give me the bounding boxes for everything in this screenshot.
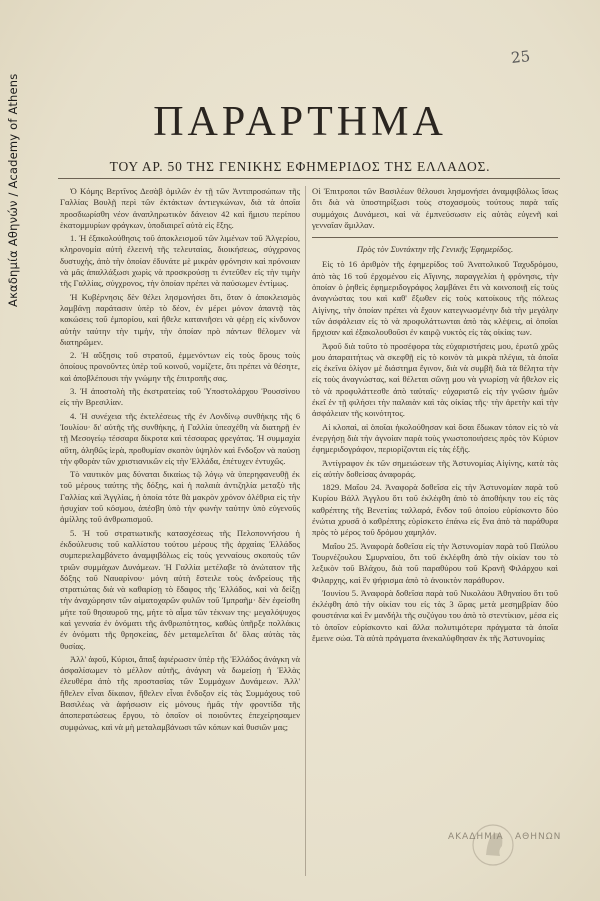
- academy-watermark-icon: [438, 820, 548, 870]
- paragraph: Μαΐου 25. Ἀναφορὰ δοθεῖσα εἰς τὴν Ἀστυνομίαν παρὰ τοῦ Παύλου Τουρνέζουλου Σμυρναίου, ὅτι τοῦ ἐκλέφθη ἀπὸ τὴν οἰκίαν του τὸ λεξικὸν τοῦ Βλάχου, διὰ τοῦ παραθύρου τοῦ Κρανῆ Φιλάρχου καὶ Φιλαρχης, καὶ ἓν ψήφισμα ἀπὸ τὸ ἀνοικτὸν παράθυρον.: [312, 540, 558, 585]
- paragraph: 1829. Μαΐου 24. Ἀναφορὰ δοθεῖσα εἰς τὴν Ἀστυνομίαν παρὰ τοῦ Κυρίου Βάλλ Ἀγγλου ὅτι τοῦ ἐκλέφθη ἀπὸ τὸ ἀποθήκην του εἰς τὰς καθρέπτης τῆς Βενετίας ταλλαρά, ἔνδον τοῦ ὁποίου εὑρίσκοντο δύο ἐνώτια χρυσᾶ ὁ καθρέπτης εὑρίσκετο ἐπάνω εἰς ἕνα ἀπὸ τὰ παράθυρα πρὸς τὸ μέρος τοῦ δρόμου χαμηλόν.: [312, 482, 558, 538]
- paragraph: Ἡ Κυβέρνησις δὲν θέλει λησμονήσει ὅτι, ὅταν ὁ ἀποκλεισμὸς λαμβάνῃ παράτασιν ὑπὲρ τὸ δέον, ἐν μέρει μόνον ἀπαντᾷ τὰς κακώσεις τοῦ ἐμπορίου, καὶ ἤθελε κατανιῆσει νὰ φέρῃ εἰς κίνδυνον αὐτὴν ταύτην τὴν τιμὴν, τὴν ὁποίαν πρὸ πάντων θέλομεν νὰ διατηρῶμεν.: [60, 291, 300, 347]
- watermark-text-left: ΑΚΑΔΗΜΙΑ: [448, 832, 504, 842]
- paragraph: Αἱ κλοπαὶ, αἱ ὁποῖαι ἠκολούθησαν καὶ ὅσαι ἔδωκαν τόπον εἰς τὸ νὰ ἐνεργήσῃ διὰ τὴν ἀγνοίαν παρὰ τοὺς γνωστοποιήσεις πρὸς τὸν Κύριον ἐφημεριδογράφον, περιορίζονται εἰς τὰς ἑξῆς.: [312, 421, 558, 455]
- paragraph: Εἰς τὸ 16 ἀριθμὸν τῆς ἐφημερίδος τοῦ Ἀνατολικοῦ Ταχυδρόμου, ἀπὸ τὰς 16 τοῦ ἐρχομένου εἰς Αἴγινης, παραγγελίαι ἡ φρόνησις, τὴν ὁποίαν ὁ ῥηθεὶς ἐφημεριδογράφος λαμβάνει ἔτι νὰ κοινοποιῇ εἰς τοὺς ἀναγνώστας του καὶ καθ' ἔξωθεν εἰς τοὺς κατοίκους τῆς πόλεως Αἰγίνης, τὴν ὁποίαν πρέπει νὰ ἔχουν κατεγνωσμένην διὰ τὴν μεγάλην τῶν ἀσφάλειαν εἰς τὸ νὰ προφυλάττωνται ἀπὸ τὰς κλέψεις, αἱ ὁποῖαι ἤρχισαν καὶ ἐξακολουθοῦσι ἐν καιρῷ νυκτὸς εἰς τὰς οἰκίας των.: [312, 259, 558, 338]
- page-title: ΠΑΡΑΡΤΗΜΑ: [153, 99, 447, 145]
- section-rule: [312, 237, 558, 238]
- watermark-text-right: ΑΘΗΝΩΝ: [515, 832, 562, 842]
- paragraph: Ἀντίγραφον ἐκ τῶν σημειώσεων τῆς Ἀστυνομίας Αἰγίνης, κατὰ τὰς εἰς αὐτὴν δοθείσας ἀναφοράς.: [312, 457, 558, 479]
- column-divider: [305, 186, 306, 876]
- page-subtitle: ΤΟΥ ΑΡ. 50 ΤΗΣ ΓΕΝΙΚΗΣ ΕΦΗΜΕΡΙΔΟΣ ΤΗΣ ΕΛΛΑΔΟΣ.: [109, 159, 491, 174]
- page-number: 25: [510, 47, 531, 67]
- paragraph: 1. Ἡ ἐξακολούθησις τοῦ ἀποκλεισμοῦ τῶν λιμένων τοῦ Ἀλγερίου, κληρονομία αὐτὴ ἐλεεινὴ τῆς τελευταίας, διοικήσεως, σύγχρονος δυστυχὴς, ἀπὸ τὴν ὁποίαν ἐδυνάτε μὲ μικρὰν φρόνησιν καὶ πρόνοιαν νὰ μᾶς ἀπαλλάξωσι χωρὶς νὰ προσκρούσῃ τι ἐντεῦθεν εἰς τὴν τιμὴν τῆς Γαλλίας, σύγχρονος, τὴν ὁποίαν πρέπει νὰ παύσωμεν ἐντίμως.: [60, 233, 300, 289]
- right-column: [312, 186, 558, 886]
- paragraph: 3. Ἡ ἀποστολὴ τῆς ἐκστρατείας τοῦ Ὑποστολάρχου Ῥουσσὶνου εἰς τὴν Βρεσιλίαν.: [60, 386, 300, 408]
- paragraph: Ἰουνίου 5. Ἀναφορὰ δοθεῖσα παρὰ τοῦ Νικολάου Ἀθηναίου ὅτι τοῦ ἐκλέφθη ἀπὸ τὴν οἰκίαν του εἰς τὰς 3 ὥρας μετὰ μεσημβρίαν δύο φουστάνια καὶ ἓν μανδήλι τῆς συζύγου του ἀπὸ τὸ στεντίκιον, μέσα εἰς τὸ ὁποῖον εὑρίσκοντο καὶ ἄλλα πολυτιμότερα πράγματα τὰ ὁποῖα ἔμεινε σώα. Τὰ αὐτὰ πράγματα ἀνεκαλύφθησαν ἐκ τῆς Ἀστυνομίας: [312, 587, 558, 643]
- side-label: Ακαδημία Αθηνών / Academy of Athens: [6, 73, 20, 307]
- header-rule: [58, 178, 560, 179]
- left-column: [60, 186, 300, 886]
- paragraph: Ἀλλ' ἀφοῦ, Κύριοι, ἅπαξ ἀφιέρωσεν ὑπὲρ τῆς Ἑλλάδος ἀνάγκη νὰ ἀσφαλίσωμεν τὸ μέλλον αὐτῆς, ἀνάγκη νὰ δωμείσῃ ἡ Ἑλλὰς ἐλευθέρα ἀπὸ τῆς προστασίας τῶν Συμμάχων Δυνάμεων. Ἀλλ' ἤθελεν εἶναι δίκαιον, ἤθελεν εἶναι ἔνδοξον εἰς τὰς Συμμάχους τοῦ Βασιλέως νὰ ἀφήσωσιν εἰς μόνους ἡμᾶς τὴν φροντίδα τῆς ἀποπερατώσεως ἔργου, τὸ ὁποῖον οἱ ποιοῦντες ἐπεχείρησαμεν συμφώνως, καὶ νὰ μὴ μεταλαμβάνωσι τῶν κόπων καὶ θυσιῶν μας;: [60, 653, 300, 732]
- paragraph: 4. Ἡ συνέχεια τῆς ἐκτελέσεως τῆς ἐν Λονδίνῳ συνθήκης τῆς 6 Ἰουλίου· δι' αὐτῆς τῆς συνθήκης, ἡ Γαλλία ὑπεσχέθη νὰ διατηρῇ ἐν τῇ Μεσογείῳ τέσσαρα δίκροτα καὶ τέσσαρας φρεγάτας. Ἡ συμμαχία αὕτη, ἀληθῶς ἱερὰ, προθυμίαν σκοπὸν ὑψηλὸν καὶ ἔνδοξον νὰ παύσῃ τὴν φθορὰν τῶν χριστιανικῶν εἰς τὴν Ἑλλάδα, ἐπέτυχεν ἐντυχῶς.: [60, 410, 300, 466]
- paragraph: 2. Ἡ αὔξησις τοῦ στρατοῦ, ἐμμενόντων εἰς τοὺς ὅρους τοὺς ὁποίους προνοῦντες ὑπὲρ τοῦ κοινοῦ, νομίζετε, ὅτι πρέπει νὰ θέσητε, καὶ ἀποβλέπουσι τὴν γνώμην τῆς ἐπιτροπῆς σας.: [60, 350, 300, 383]
- paragraph: 5. Ἡ τοῦ στρατιωτικῆς κατασχέσεως τῆς Πελοποννήσου ἡ ἐκδούλευσις τοῦ καλλίστου τούτου μέρους τῆς ἀρχαίας Ἑλλάδος συμπεριελαμβάνετο ἀναμφιβόλως εἰς τοὺς γενναίους σκοποὺς τῶν τριῶν συμμάχων Δυνάμεων. Ἡ Γαλλία μετέλαβε τὸ ἀνώτατον τῆς δόξης τοῦ Ναυαρίνου· μόνη αὐτὴ ἔστειλε τοὺς ἀνδρείους τῆς στρατιώτας διὰ νὰ καθαρίσῃ τὸ ἔδαφος τῆς Ἑλλάδος, καὶ νὰ δείξῃ τὴν ἀναχώρησιν τῶν αἱματοχαρῶν φυλῶν τοῦ Ἰμπραῆμ· δὲν ἐφείσθη μήτε τοῦ θησαυροῦ της, μήτε τὸ αἷμα τῶν τέκνων της· μεγαλόψυχος καὶ γενναία ἐν ὀνόματι τῆς ἀνθρωπότητος, καθὼς ὑπῆρξε πολλάκις ἐν ὀνόματι τῆς θρησκείας, δὲν μεταμελεῖται δι' ὅλας αὐτὰς τὰς θυσίας.: [60, 527, 300, 651]
- paragraph: Ὁ Κόμης Βερτῖνος Δεσὰβ ὁμιλῶν ἐν τῇ τῶν Ἀντιπροσώπων τῆς Γαλλίας Βουλῇ περὶ τῶν ἐκτάκτων ἀντιεγκώνων, διὰ τὰ ὁποῖα προσδιωρίσθη νέον ἀναπληρωτικὸν δάνειον 42 καὶ ἥμισυ περίπου ἑκατομμυρίων φράγκων, ὑποδιαιρεῖ αὐτὰ εἰς ἔξης.: [60, 186, 300, 230]
- paragraph: Τὸ ναυτικὸν μας δύναται δικαίως τῷ λόγῳ νὰ ὑπερηφανευθῇ ἐκ τοῦ μέρους ταύτης τῆς δόξης, καὶ ἡ παλαιὰ ἀντιζηλία μεταξὺ τῆς Γαλλίας καὶ Ἀγγλίας, ἡ ὁποία τότε θὰ μακρὸν χρόνον ὀλέθρια εἰς τὴν ἡσυχίαν τοῦ κόσμου, ἀπέσβη ὑπὸ τὴν φωνὴν ταύτην ὑπὸ εὐγενοῦς ἁμίλλης τοῦ ἀνθρωπισμοῦ.: [60, 469, 300, 525]
- section-heading: Πρὸς τὸν Συντάκτην τῆς Γενικῆς Ἐφημερίδος.: [356, 244, 514, 255]
- paragraph: Ἀφοῦ διὰ τοῦτο τὸ προσέφορα τὰς εὐχαριστήσεις μου, ἐρωτῶ χρῶς μου ἀπαραιτήτως νὰ σκεφθῇ εἰς τὸ κοινὸν τὰ μικρὰ πλέγια, τὰ ὁποῖα εἰς ἐκεῖνα ὀλίγον μὲ διάστημα ἔγινον, διὰ νὰ συμβῆ διὰ τὰ θέλητα τὴν εἰς τοὺς ἀναγνώστας, καὶ θέλεται σῶνῃ μου νὰ γνωρίσῃ νὰ ἤθελον εἰς τὸ νὰ προφυλάττεσθε ἀπὸ ταὐταῖς· εὐχαριστῶ εἰς τὴν γνῶσιν ἡμῶν ἐκεῖ ἐν τῇ φιλήσει τὴν παλαιὰν καὶ τὰς οἰκίας τῆς· τὴν ἀρετὴν καὶ τὴν ἀσφάλειαν τῆς κοινότητος.: [312, 340, 558, 419]
- paragraph: Οἱ Ἐπιτροποι τῶν Βασιλέων θέλουσι λησμονήσει ἀναμφιβόλως ἴσως ὅτι διὰ νὰ ὑποστηρίξωσι τοὺς στοχασμοὺς τούτους παρὰ ταῖς συμμάχοις Δυνάμεσι, καὶ νὰ ἐμπνεύσωσιν εἰς αὐτὰς εὐγενῆ καὶ γενναῖαν ἅμιλλαν.: [312, 186, 558, 230]
